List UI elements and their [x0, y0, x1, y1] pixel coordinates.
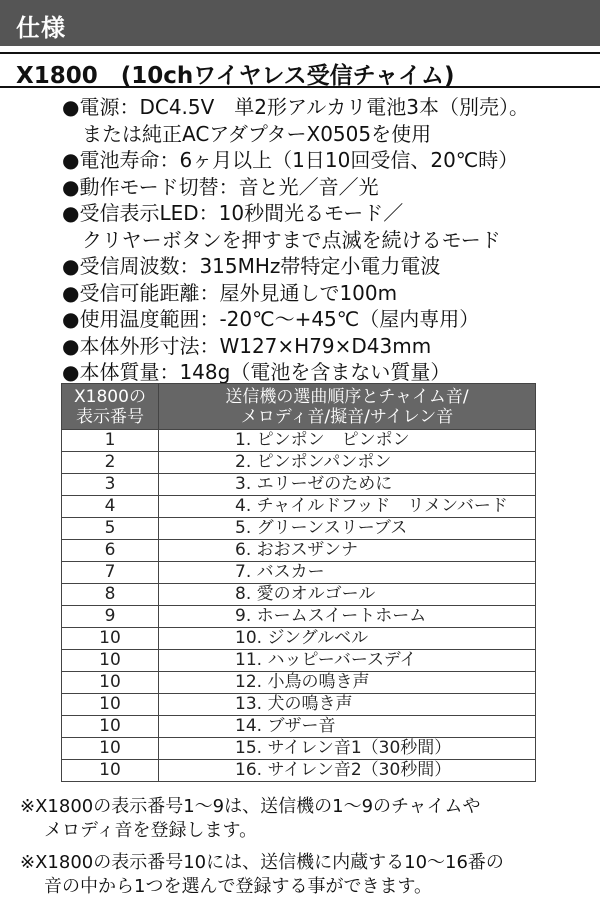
row-display-number: 10	[62, 672, 159, 694]
spec-dimensions: ●本体外形寸法：W127×H79×D43mm	[62, 333, 432, 358]
note-1-line1: ※X1800の表示番号1〜9は、送信機の1〜9のチャイムや	[20, 796, 481, 817]
table-row	[62, 628, 536, 650]
row-display-number: 5	[62, 518, 159, 540]
table-row	[62, 650, 536, 672]
row-display-number: 3	[62, 474, 159, 496]
row-display-number: 10	[62, 650, 159, 672]
table-row	[62, 584, 536, 606]
row-song-name: 7. バスカー	[159, 562, 536, 584]
row-display-number: 9	[62, 606, 159, 628]
table-row	[62, 716, 536, 738]
table-header-row	[62, 384, 536, 430]
row-display-number: 2	[62, 452, 159, 474]
table-row	[62, 496, 536, 518]
note-2-line1: ※X1800の表示番号10には、送信機に内蔵する10〜16番の	[20, 852, 504, 873]
row-song-name: 16. サイレン音2（30秒間）	[159, 760, 536, 782]
table-row	[62, 452, 536, 474]
table-row	[62, 694, 536, 716]
header-number-line1: X1800の	[74, 386, 146, 407]
table-header-number	[62, 384, 159, 430]
note-1	[20, 795, 590, 843]
row-song-name: 12. 小鳥の鳴き声	[159, 672, 536, 694]
spec-list	[62, 94, 592, 386]
row-display-number: 10	[62, 628, 159, 650]
row-song-name: 3. エリーゼのために	[159, 474, 536, 496]
row-song-name: 9. ホームスイートホーム	[159, 606, 536, 628]
spec-frequency: ●受信周波数：315MHz帯特定小電力電波	[62, 254, 441, 278]
row-song-name: 10. ジングルベル	[159, 628, 536, 650]
chime-table	[61, 383, 536, 782]
row-song-name: 4. チャイルドフッド リメンバード	[159, 496, 536, 518]
spec-led: ●受信表示LED：10秒間光るモード／	[62, 201, 404, 225]
table-row	[62, 540, 536, 562]
model-title-bar	[0, 52, 600, 88]
header-song-line2: メロディ音/擬音/サイレン音	[240, 406, 454, 427]
table-row	[62, 474, 536, 496]
row-display-number: 1	[62, 430, 159, 452]
notes	[20, 795, 590, 907]
table-row	[62, 760, 536, 782]
header-number-line2: 表示番号	[76, 406, 144, 427]
note-2-line2: 音の中から1つを選んで登録する事ができます。	[44, 876, 433, 897]
spec-temperature: ●使用温度範囲：-20℃〜+45℃（屋内専用）	[62, 307, 480, 331]
row-song-name: 15. サイレン音1（30秒間）	[159, 738, 536, 760]
row-song-name: 11. ハッピーバースデイ	[159, 650, 536, 672]
row-song-name: 5. グリーンスリーブス	[159, 518, 536, 540]
row-display-number: 10	[62, 738, 159, 760]
spec-power: ●電源：DC4.5V 単2形アルカリ電池3本（別売）。	[62, 95, 529, 119]
table-header-song	[159, 384, 536, 430]
chime-table-wrap	[61, 383, 536, 782]
table-row	[62, 738, 536, 760]
row-song-name: 1. ピンポン ピンポン	[159, 430, 536, 452]
row-song-name: 6. おおスザンナ	[159, 540, 536, 562]
row-display-number: 10	[62, 760, 159, 782]
row-display-number: 6	[62, 540, 159, 562]
spec-weight: ●本体質量：148g（電池を含まない質量）	[62, 360, 451, 384]
page-title: 仕様	[16, 14, 66, 42]
table-row	[62, 518, 536, 540]
row-display-number: 7	[62, 562, 159, 584]
note-2	[20, 851, 590, 899]
row-display-number: 10	[62, 694, 159, 716]
model-title: X1800 (10chワイヤレス受信チャイム)	[16, 63, 455, 89]
table-row	[62, 606, 536, 628]
row-display-number: 10	[62, 716, 159, 738]
spec-range: ●受信可能距離：屋外見通しで100m	[62, 280, 398, 305]
header-bar	[0, 0, 600, 46]
table-row	[62, 672, 536, 694]
row-song-name: 14. ブザー音	[159, 716, 536, 738]
row-display-number: 4	[62, 496, 159, 518]
row-song-name: 8. 愛のオルゴール	[159, 584, 536, 606]
spec-battery-life: ●電池寿命：6ヶ月以上（1日10回受信、20℃時）	[62, 148, 519, 172]
row-song-name: 2. ピンポンパンポン	[159, 452, 536, 474]
note-1-line2: メロディ音を登録します。	[44, 820, 258, 841]
table-body	[62, 430, 536, 782]
header-song-line1: 送信機の選曲順序とチャイム音/	[225, 386, 469, 407]
spec-led-cont: クリヤーボタンを押すまで点滅を続けるモード	[82, 227, 501, 252]
spec-power-adapter: または純正ACアダプターX0505を使用	[82, 121, 432, 146]
table-row	[62, 562, 536, 584]
row-song-name: 13. 犬の鳴き声	[159, 694, 536, 716]
table-row	[62, 430, 536, 452]
row-display-number: 8	[62, 584, 159, 606]
spec-mode-switch: ●動作モード切替：音と光／音／光	[62, 174, 379, 199]
